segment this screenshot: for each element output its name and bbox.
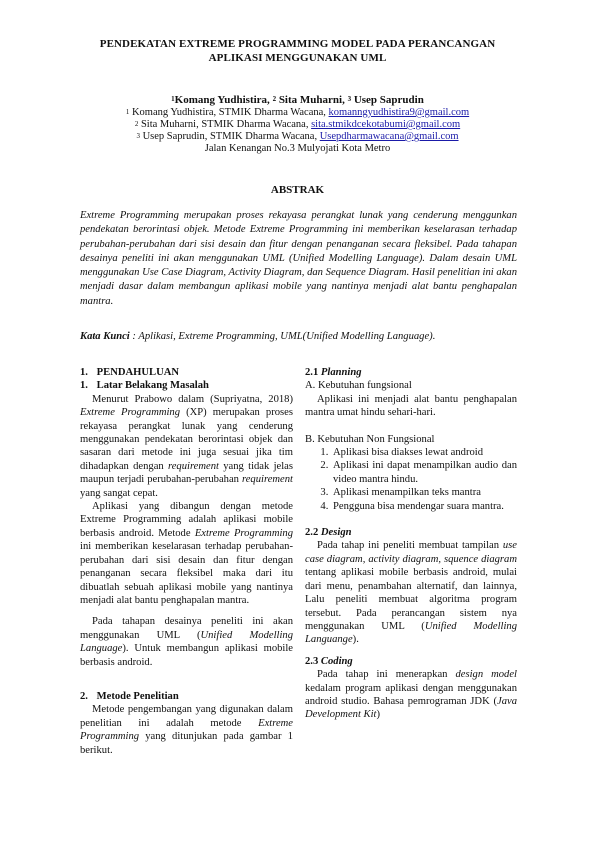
paragraph — [80, 393, 293, 500]
left-column — [80, 366, 293, 757]
section-number: 2.2 — [305, 527, 319, 539]
author-sup: 2 — [272, 95, 277, 103]
email-link[interactable]: sita.stmikdcekotabumi@gmail.com — [311, 119, 461, 130]
affiliation-sup: 3 — [136, 132, 140, 140]
subheading-fungsional: A. Kebutuhan fungsional — [305, 380, 412, 392]
text-run: Menurut Prabowo dalam (Supriyatna, 2018) — [92, 393, 293, 405]
section-title: Latar Belakang Masalah — [96, 380, 209, 392]
list-item: 4. Pengguna bisa mendengar suara mantra. — [331, 500, 517, 513]
text-run-italic: Extreme Programming — [194, 527, 294, 539]
affiliation-1 — [60, 107, 535, 119]
affiliation-sup: 2 — [134, 120, 139, 128]
text-run: ) — [376, 709, 381, 721]
section-title: Metode Penelitian — [96, 690, 179, 702]
text-run: tentang aplikasi mobile berbasis android, mulai dari menu, penambahan alternatif, dan lainnya, Lalu peneliti membuat algoritma program tersebut. Pada perancangan sistem nya menggunakan UML ( — [305, 567, 517, 632]
author-names — [60, 94, 535, 106]
text-run: Pada tahapan desainya peneliti ini akan menggunakan UML ( — [80, 616, 293, 641]
section-number: 1. — [80, 367, 88, 378]
paragraph — [305, 539, 517, 646]
section-heading-pendahuluan — [80, 366, 293, 379]
text-run: kedalam program aplikasi dengan menggunakan android studio. Bahasa pemrograman JDK ( — [305, 682, 517, 707]
email-link[interactable]: Usepdharmawacana@gmail.com — [319, 131, 459, 142]
abstract-text: Extreme Programming merupakan proses rekayasa perangkat lunak yang cenderung menggunkan pendekatan berorintasi objek. Metode Extreme Programming ini memberikan keselarasan terhadap perubahan-perubahan dari sisi desain dan fitur dengan penanganan secara fleksibel. Pada tahapan desainya peneliti ini akan menggunakan UML (Unified Modelling Language). Dalam desain UML menggunakan Use Case Diagram, Activity Diagram, dan Sequence Diagram. Hasil penelitian ini akan menjadi dasar dalam membangun aplikasi mobile yang nantinya menjadi alat bantu penghapalan mantra. — [80, 210, 517, 307]
text-run: Aplikasi yang dibangun dengan metode Extreme Programming adalah aplikasi mobile berbasis android. Metode — [80, 501, 293, 539]
text-run-italic: use case diagram, activity diagram, squence diagram — [305, 540, 517, 565]
author-name: Sita Muharni, — [276, 94, 348, 106]
text-run-italic: Extreme Programming — [80, 407, 181, 419]
author-sup: 1 — [171, 95, 175, 103]
paragraph — [80, 615, 293, 669]
affiliation-text: Komang Yudhistira, STMIK Dharma Wacana, — [129, 107, 329, 118]
affiliation-text: Sita Muharni, STMIK Dharma Wacana, — [138, 119, 312, 130]
section-number: 2. — [80, 690, 88, 702]
text-run-italic: design model — [455, 669, 517, 681]
text-run: Pada tahap ini menerapkan — [317, 669, 456, 681]
section-title: PENDAHULUAN — [96, 367, 180, 378]
affiliation-2 — [60, 119, 535, 131]
requirements-list — [305, 446, 517, 513]
text-run-italic: Extreme Programming — [80, 717, 293, 743]
section-number: 1. — [80, 380, 88, 392]
section-number: 2.1 — [305, 367, 319, 378]
text-run: yang tidak jelas maupun terjadi perubahan-perubahan — [80, 460, 293, 486]
text-run-italic: Java Development Kit — [305, 695, 517, 721]
text-run: Pada tahap ini peneliti membuat tampilan — [317, 540, 503, 552]
section-heading-design — [305, 526, 517, 539]
paragraph — [305, 668, 517, 722]
text-run: (XP) merupakan proses rekayasa perangkat lunak yang cenderung menggunakan pendekatan berorintasi objek dan sasaran dari metode ini juga sesuai jika tim dihadapkan dengan — [80, 407, 293, 472]
section-heading-metode — [80, 690, 293, 703]
text-run: Metode pengembangan yang digunakan dalam penelitian ini adalah metode — [80, 704, 293, 729]
affiliation-text: Usep Saprudin, STMIK Dharma Wacana, — [139, 131, 320, 142]
text-run: ). Untuk membangun aplikasi mobile berbasis android. — [80, 643, 293, 668]
keywords-label: Kata Kunci — [80, 331, 130, 342]
section-heading-coding — [305, 655, 517, 668]
paragraph — [80, 703, 293, 757]
text-run-italic: requirement — [167, 460, 219, 472]
paragraph: Aplikasi ini menjadi alat bantu penghapalan mantra umat hindu sehari-hari. — [305, 393, 517, 419]
title-line-2: APLIKASI MENGGUNAKAN UML — [208, 52, 387, 64]
section-number: 2.3 — [305, 655, 319, 667]
paragraph — [80, 500, 293, 607]
text-run-italic: Unified Modelling Language — [80, 629, 293, 655]
address: Jalan Kenangan No.3 Mulyojati Kota Metro — [204, 143, 391, 154]
abstract-heading: ABSTRAK — [270, 184, 325, 196]
text-run-italic: requirement — [242, 474, 293, 486]
keywords — [80, 330, 517, 344]
text-run: ini memberikan keselarasan terhadap perubahan-perubahan dari sisi desain dan fitur dengan penanganan secara fleksibel maka dari itu dibuatlah sebuah aplikasi mobile yang nantinya menjadi alat bantu penghapalan mantra. — [80, 541, 293, 606]
list-item: 2. Aplikasi ini dapat menampilkan audio dan video mantra hindu. — [331, 459, 517, 486]
subsection-heading-latar-belakang — [80, 379, 293, 392]
section-title: Design — [320, 527, 352, 539]
section-heading-planning — [305, 366, 517, 379]
author-name: Komang Yudhistira, — [174, 94, 273, 106]
keywords-list: : Aplikasi, Extreme Programming, UML(Unified Modelling Language). — [129, 331, 436, 342]
text-run: yang ditunjukan pada gambar 1 berikut. — [80, 731, 293, 756]
list-item: 3. Aplikasi menampilkan teks mantra — [331, 486, 517, 499]
title-line-1: PENDEKATAN EXTREME PROGRAMMING MODEL PADA PERANCANGAN — [99, 38, 496, 50]
author-block — [60, 94, 535, 155]
affiliation-3 — [60, 131, 535, 143]
author-sup: 3 — [347, 95, 352, 103]
text-run: yang sangat cepat. — [80, 487, 158, 499]
section-title: Coding — [320, 655, 353, 667]
email-link[interactable]: komanngyudhistira9@gmail.com — [328, 107, 470, 118]
paper-title — [60, 37, 535, 65]
text-run-italic: Unified Modelling Languange — [305, 620, 518, 646]
section-title: Planning — [320, 367, 362, 378]
list-item: 1. Aplikasi bisa diakses lewat android — [331, 446, 517, 459]
affiliation-sup: 1 — [125, 108, 130, 116]
right-column — [305, 366, 517, 722]
subheading-non-fungsional: B. Kebutuhan Non Fungsional — [305, 433, 435, 445]
author-name: Usep Saprudin — [351, 94, 424, 106]
text-run: ). — [352, 634, 359, 646]
